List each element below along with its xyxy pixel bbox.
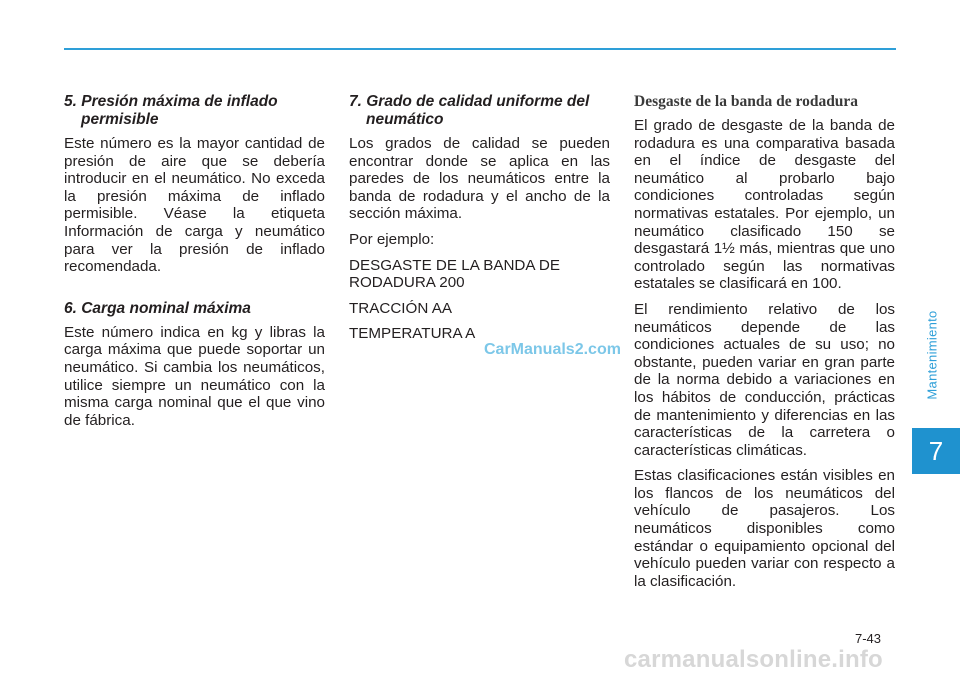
chapter-number: 7	[928, 435, 944, 466]
page-number: 7-43	[855, 631, 882, 646]
header-rule	[64, 48, 896, 50]
column-left	[64, 93, 325, 437]
section-label	[922, 280, 942, 430]
example-temperature: TEMPERATURA A	[349, 325, 476, 343]
footer-watermark[interactable]: carmanualsonline.info	[624, 646, 883, 673]
section-label-text: Mantenimiento	[924, 310, 940, 400]
paragraph-treadwear-grade: El grado de desgaste de la banda de rodadura es una comparativa basada en el índice de desgaste del neumático al probarlo bajo condiciones controladas según normativas estatales. Por ejemplo, un neumático clasificado 150 se desgastará 1½ más, mientras que uno controlado según las normativas estatales se clasificará en 100.	[634, 117, 895, 293]
chapter-tab[interactable]	[912, 428, 960, 474]
column-middle	[349, 93, 610, 351]
paragraph-max-load: Este número indica en kg y libras la carga máxima que puede soportar un neumático. Si cambia los neumáticos, utilice siempre un neumático con la misma carga nominal que el que vino de fábrica.	[64, 323, 325, 429]
heading-max-load: 6. Carga nominal máxima	[64, 299, 251, 317]
paragraph-visibility: Estas clasificaciones están visibles en los flancos de los neumáticos del vehículo de pasajeros. Los neumáticos disponibles como estándar o equipamiento opcional del vehículo pueden variar con respecto a la clasificación.	[634, 467, 895, 590]
watermark-logo[interactable]: CarManuals2.com	[484, 341, 621, 358]
paragraph-relative-performance: El rendimiento relativo de los neumáticos depende de las condiciones actuales de su uso; no obstante, pueden variar en gran parte de la norma debido a variaciones en los hábitos de conducción, prácticas de mantenimiento y diferencias en las características de la carretera o características climáticas.	[634, 300, 895, 459]
example-traction: TRACCIÓN AA	[349, 299, 452, 317]
paragraph-quality-grade: Los grados de calidad se pueden encontrar donde se aplica en las paredes de los neumáticos entre la banda de rodadura y el ancho de la sección máxima.	[349, 135, 610, 223]
paragraph-example-intro: Por ejemplo:	[349, 230, 435, 248]
heading-treadwear: Desgaste de la banda de rodadura	[634, 93, 859, 110]
paragraph-max-pressure: Este número es la mayor cantidad de presión de aire que se debería introducir en el neumático. No exceda la presión máxima de inflado permisible. Véase la etiqueta Información de carga y neumático para ver la presión de inflado recomendada.	[64, 135, 325, 276]
heading-quality-grade: 7. Grado de calidad uniforme del neumático	[349, 93, 590, 128]
heading-max-pressure: 5. Presión máxima de inflado permisible	[64, 93, 278, 128]
column-right	[634, 93, 895, 598]
example-treadwear: DESGASTE DE LA BANDA DE RODADURA 200	[349, 256, 561, 292]
